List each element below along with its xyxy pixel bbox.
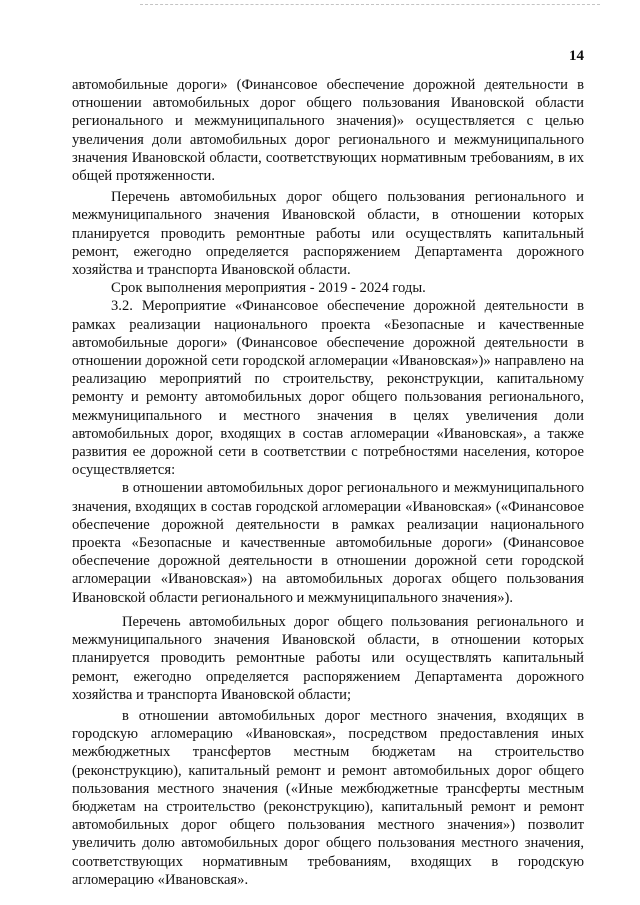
document-body xyxy=(72,76,584,889)
paragraph-road-list-regional: Перечень автомобильных дорог общего пользования регионального и межмуниципального значения Ивановской области, в отношении которых планируется проводить ремонтные работы или осуществлять капитальный ремонт, ежегодно определяется распоряжением Департамента дорожного хозяйства и транспорта Ивановской области. xyxy=(72,189,584,279)
page-number: 14 xyxy=(569,48,584,64)
paragraph-road-list-agglomeration: Перечень автомобильных дорог общего пользования регионального и межмуниципального значения Ивановской области, в отношении которых планируется проводить ремонтные работы или осуществлять капитальный ремонт, ежегодно определяется распоряжением Департамента дорожного хозяйства и транспорта Ивановской области; xyxy=(72,613,584,703)
paragraph-measure-3-2: 3.2. Мероприятие «Финансовое обеспечение дорожной деятельности в рамках реализации национального проекта «Безопасные и качественные автомобильные дороги» (Финансовое обеспечение дорожной деятельности в отношении дорожной сети городской агломерации «Ивановская»)» направлено на реализацию мероприятий по строительству, реконструкции, капитальному ремонту и ремонту автомобильных дорог общего пользования регионального, межмуниципального и местного значения в целях увеличения доли автомобильных дорог, входящих в состав агломерации «Ивановская», а также развития ее дорожной сети в соответствии с потребностями населения, которое осуществляется: xyxy=(72,298,584,479)
scan-artifact xyxy=(140,4,600,8)
paragraph-deadline: Срок выполнения мероприятия - 2019 - 2024 годы. xyxy=(111,280,426,297)
paragraph-local-roads: в отношении автомобильных дорог местного значения, входящих в городскую агломерацию «Ивановская», посредством предоставления иных межбюджетных трансфертов местным бюджетам на строительство (реконструкцию), капитальный ремонт и ремонт автомобильных дорог общего пользования местного значения («Иные межбюджетные трансферты местным бюджетам на строительство (реконструкцию), капитальный ремонт и ремонт автомобильных дорог общего пользования местного значения») позволит увеличить долю автомобильных дорог общего пользования местного значения, соответствующих нормативным требованиям, входящих в городскую агломерацию «Ивановская». xyxy=(72,707,584,888)
paragraph-regional-roads: в отношении автомобильных дорог регионального и межмуниципального значения, входящих в состав городской агломерации «Ивановская» («Финансовое обеспечение дорожной деятельности в рамках реализации национального проекта «Безопасные и качественные автомобильные дороги» (Финансовое обеспечение дорожной деятельности в отношении дорожной сети городской агломерации «Ивановская») на автомобильных дорогах общего пользования Ивановской области регионального и межмуниципального значения»). xyxy=(72,480,584,606)
paragraph-continuation: автомобильные дороги» (Финансовое обеспечение дорожной деятельности в отношении автомобильных дорог общего пользования Ивановской области регионального и межмуниципального значения)» осуществляется с целью увеличения доли автомобильных дорог регионального и межмуниципального значения Ивановской области, соответствующих нормативным требованиям, в их общей протяженности. xyxy=(72,77,584,185)
